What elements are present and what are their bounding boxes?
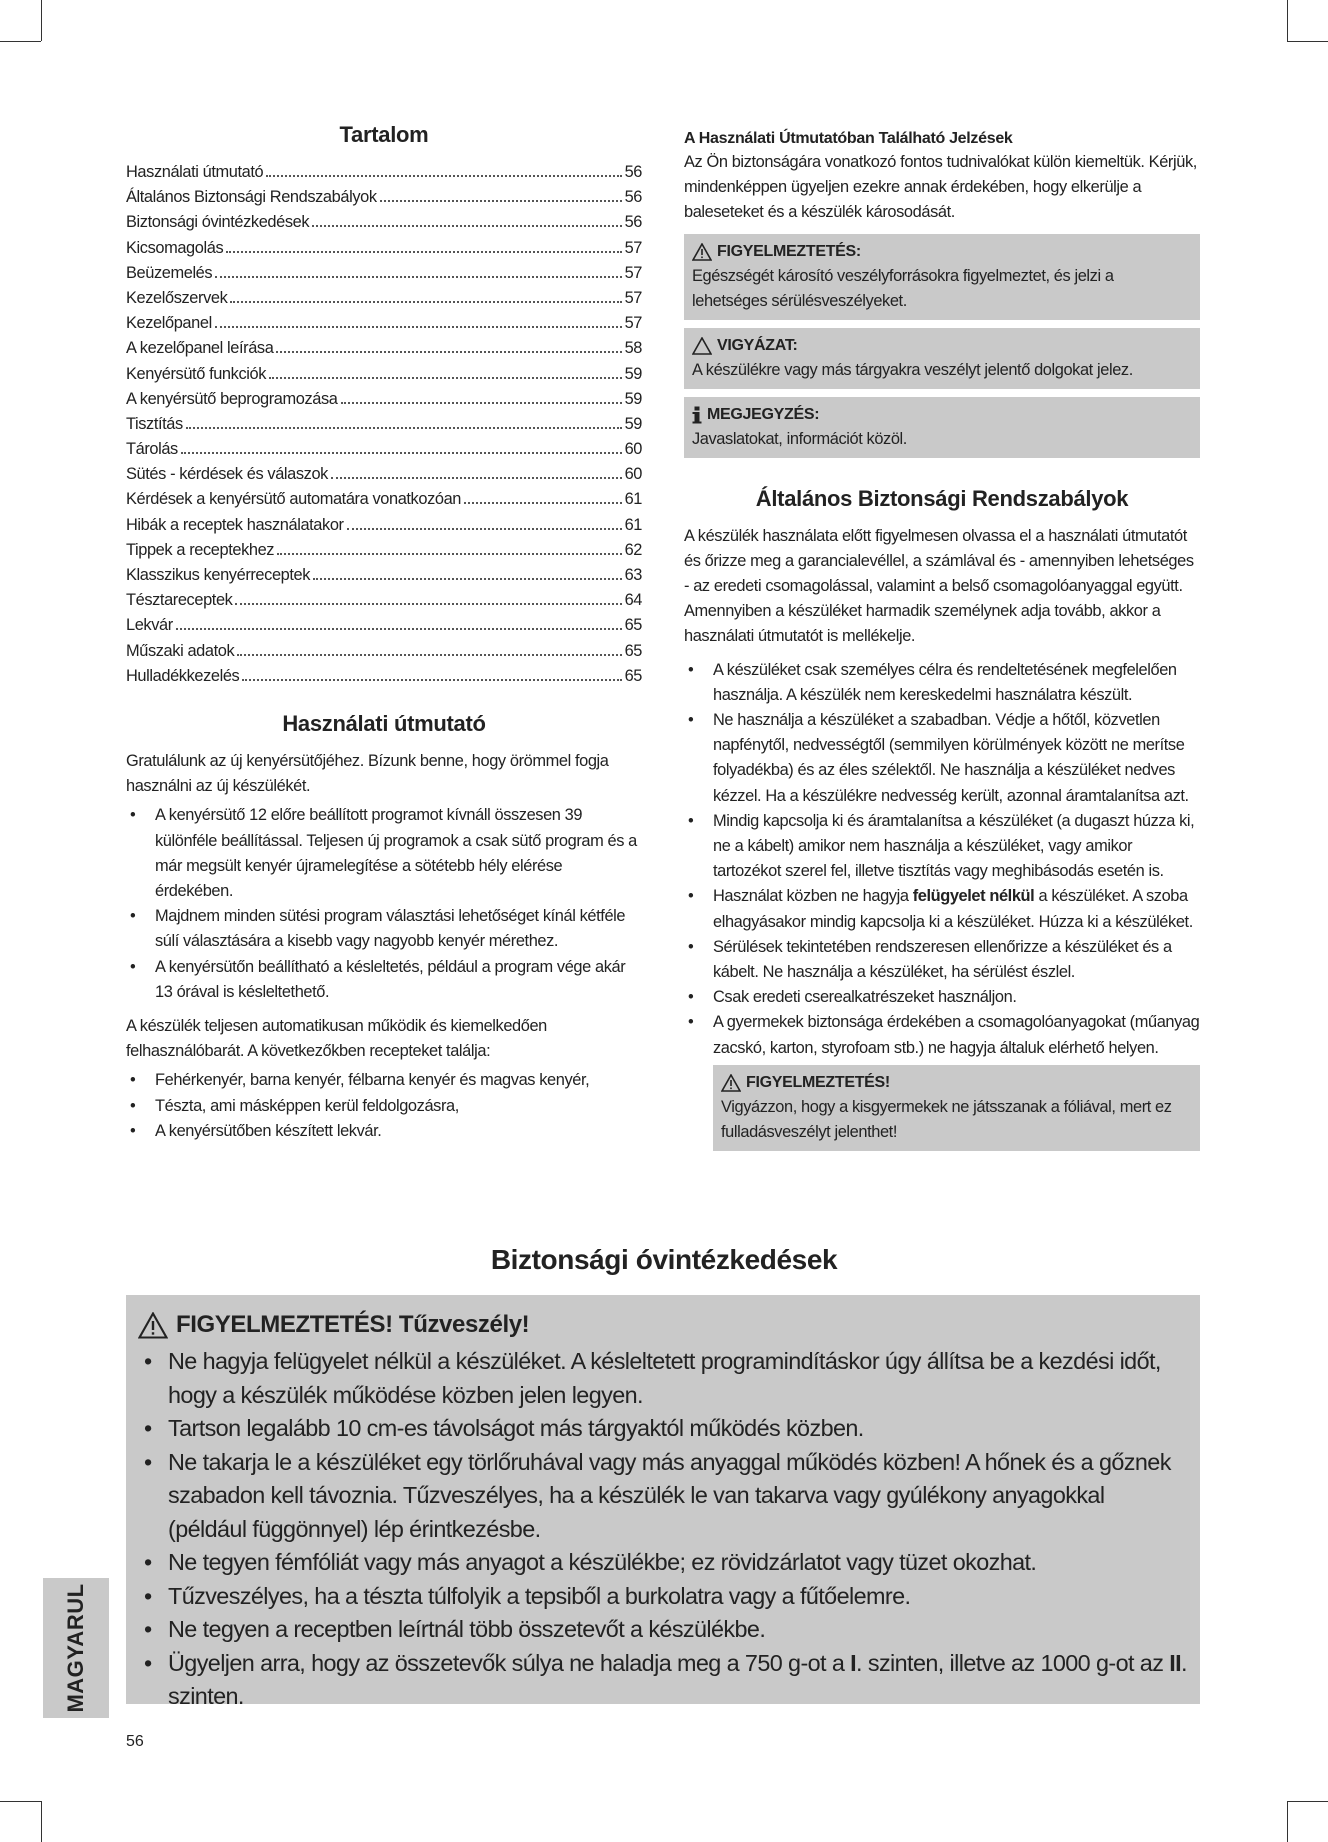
- toc-leader-dots: [215, 276, 621, 278]
- language-label: MAGYARUL: [63, 1583, 88, 1713]
- toc-entry: [126, 336, 642, 361]
- toc-leader-dots: [226, 251, 621, 253]
- fire-warning-title: FIGYELMEZTETÉS! Tűzveszély!: [176, 1311, 530, 1338]
- warning-heading: [692, 240, 1192, 264]
- toc-entry-label: Lekvár: [126, 616, 173, 635]
- crop-mark: [1287, 41, 1328, 42]
- manual-intro: Gratulálunk az új kenyérsütőjéhez. Bízunk benne, hogy örömmel fogja használni az új készülékét.: [126, 751, 609, 796]
- toc-entry: [126, 588, 642, 613]
- list-item: • A készüléket csak személyes célra és rendeltetésének megfelelően használja. A készülék nem kereskedelmi használatra készült.: [684, 658, 1200, 708]
- caution-text: A készülékre vagy más tárgyakra veszélyt jelentő dolgokat jelez.: [692, 360, 1133, 379]
- toc-entry-label: Műszaki adatok: [126, 641, 235, 660]
- list-item: • Sérülések tekintetében rendszeresen ellenőrizze a készüléket és a kábelt. Ne használja a készüléket, ha sérülést észlel.: [684, 935, 1200, 985]
- toc-entry-page: 65: [624, 641, 642, 660]
- child-warning-heading: [721, 1071, 1192, 1095]
- signs-intro: Az Ön biztonságára vonatkozó fontos tudnivalókat külön kiemeltük. Kérjük, mindenképpen ügyeljen ezekre annak érdekében, hogy elkerülje a baleseteket és a készülék károsodását.: [684, 153, 1197, 222]
- general-bullets: [684, 658, 1200, 1061]
- caution-heading: [692, 334, 1192, 358]
- list-item: • Ne hagyja felügyelet nélkül a készüléket. A késleltetett programindításkor úgy állítsa be a kezdési időt, hogy a készülék működése közben jelen legyen.: [138, 1345, 1188, 1412]
- fire-warning-heading: [138, 1305, 1188, 1345]
- toc-entry-page: 56: [624, 188, 642, 207]
- toc-entry: [126, 160, 642, 185]
- toc-entry-page: 57: [624, 314, 642, 333]
- manual-bullets: [126, 803, 642, 1005]
- toc-leader-dots: [277, 553, 621, 555]
- bullet-text: a készüléket. A szoba elhagyásakor mindig kapcsolja ki a készüléket. Húzza ki a készüléket.: [713, 887, 1193, 931]
- toc-leader-dots: [181, 452, 622, 454]
- toc-entry-label: Beüzemelés: [126, 263, 213, 282]
- toc-entry: [126, 210, 642, 235]
- toc-entry-page: 59: [624, 389, 642, 408]
- list-item: • Mindig kapcsolja ki és áramtalanítsa a készüléket (a dugaszt húzza ki, ne a kábelt) amikor nem használja a készüléket, vagy amikor tartozékot szerel fel, illetve tisztítás vagy meghibásodás esetén is.: [684, 809, 1200, 885]
- toc-entry-page: 60: [624, 465, 642, 484]
- toc-entry-label: Tárolás: [126, 440, 178, 459]
- list-item: • Ne takarja le a készüléket egy törlőruhával vagy más anyaggal működés közben! A hőnek és a gőznek szabadon kell távoznia. Tűzveszélyes, ha a készülék le van takarva vagy gyúlékony anyagokkal (például függönnyel) lép érintkezésbe.: [138, 1446, 1188, 1547]
- crop-mark: [41, 0, 42, 41]
- bullet-emphasis: felügyelet nélkül: [912, 887, 1035, 906]
- toc-title: Tartalom: [339, 122, 429, 147]
- toc-entry-page: 65: [624, 666, 642, 685]
- toc-entry: [126, 613, 642, 638]
- warning-title: FIGYELMEZTETÉS:: [717, 242, 861, 260]
- crop-mark: [1287, 1801, 1288, 1842]
- warning-box: [684, 234, 1200, 320]
- toc-entry-page: 56: [624, 213, 642, 232]
- list-item: • A kenyérsütőben készített lekvár.: [126, 1119, 642, 1144]
- level-one: I: [850, 1649, 857, 1676]
- warning-triangle-icon: [692, 243, 712, 261]
- list-item: • A kenyérsütőn beállítható a késleltetés, például a program vége akár 13 órával is késleltethető.: [126, 955, 642, 1005]
- toc-entry: [126, 437, 642, 462]
- list-item: • Majdnem minden sütési program választási lehetőséget kínál kétféle súlí választására a kisebb vagy nagyobb kenyér mérethez.: [126, 904, 642, 954]
- toc-leader-dots: [331, 477, 622, 479]
- list-item: • A kenyérsütő 12 előre beállított programot kívnáll összesen 39 különféle beállítással. Teljesen új programok a csak sütő program és a már megsült kenyér újramelegítése a sötétebb hély elérése érdekében.: [126, 803, 642, 904]
- toc-entry: [126, 513, 642, 538]
- crop-mark: [41, 1801, 42, 1842]
- toc-leader-dots: [242, 679, 621, 681]
- child-warning-title: FIGYELMEZTETÉS!: [746, 1073, 890, 1091]
- toc-entry-label: A kezelőpanel leírása: [126, 339, 274, 358]
- toc-entry: [126, 639, 642, 664]
- note-text: Javaslatokat, információt közöl.: [692, 429, 907, 448]
- toc-entry: [126, 362, 642, 387]
- toc-leader-dots: [269, 377, 622, 379]
- toc-entry: [126, 563, 642, 588]
- toc-entry-label: A kenyérsütő beprogramozása: [126, 389, 338, 408]
- toc-leader-dots: [237, 654, 621, 656]
- crop-mark: [1287, 1801, 1328, 1802]
- toc-leader-dots: [266, 175, 621, 177]
- toc-entry-label: Sütés - kérdések és válaszok: [126, 465, 328, 484]
- toc-entry-label: Kérdések a kenyérsütő automatára vonatkozóan: [126, 490, 462, 509]
- toc-entry-label: Kenyérsütő funkciók: [126, 364, 266, 383]
- toc-entry-page: 64: [624, 591, 642, 610]
- list-item: • Fehérkenyér, barna kenyér, félbarna kenyér és magvas kenyér,: [126, 1068, 642, 1093]
- toc-leader-dots: [341, 402, 622, 404]
- list-item: • Ne tegyen fémfóliát vagy más anyagot a készülékbe; ez rövidzárlatot vagy tüzet okozhat.: [138, 1546, 1188, 1580]
- crop-mark: [0, 41, 41, 42]
- toc-entry-label: Tisztítás: [126, 414, 183, 433]
- note-title: MEGJEGYZÉS:: [707, 405, 820, 423]
- list-item: [684, 884, 1200, 934]
- toc-entry-label: Kezelőpanel: [126, 314, 212, 333]
- caution-box: [684, 328, 1200, 389]
- toc-leader-dots: [276, 351, 621, 353]
- crop-mark: [0, 1801, 41, 1802]
- list-item: • Ne tegyen a receptben leírtnál több összetevőt a készülékbe.: [138, 1613, 1188, 1647]
- crop-mark: [1287, 0, 1288, 41]
- caution-title: VIGYÁZAT:: [717, 336, 798, 354]
- toc-leader-dots: [186, 427, 622, 429]
- manual-title: Használati útmutató: [282, 710, 486, 736]
- toc-entry-label: Tésztareceptek: [126, 591, 233, 610]
- bullet-text: . szinten.: [168, 1649, 1187, 1709]
- note-box: [684, 397, 1200, 458]
- fire-warning-list: [138, 1345, 1188, 1714]
- fire-warning-box: [126, 1295, 1200, 1709]
- signs-title: A Használati Útmutatóban Található Jelzések: [684, 130, 1013, 147]
- toc-entry-page: 63: [624, 566, 642, 584]
- toc-entry: [126, 286, 642, 311]
- bullet-text: . szinten, illetve az 1000 g-ot az: [856, 1649, 1170, 1676]
- list-item: • Tűzveszélyes, ha a tészta túlfolyik a tepsiből a burkolatra vagy a fűtőelemre.: [138, 1580, 1188, 1614]
- list-item: • Csak eredeti cserealkatrészeket használjon.: [684, 985, 1200, 1010]
- child-warning-text: Vigyázzon, hogy a kisgyermekek ne játsszanak a fóliával, mert ez fulladásveszélyt jelenthet!: [721, 1097, 1172, 1141]
- toc-leader-dots: [347, 528, 622, 530]
- precautions-title: Biztonsági óvintézkedések: [490, 1244, 838, 1275]
- page-number: 56: [126, 1733, 144, 1750]
- toc-entry: [126, 538, 642, 563]
- caution-triangle-icon: [692, 337, 712, 355]
- toc-leader-dots: [380, 200, 622, 202]
- right-column: [684, 128, 1200, 1151]
- list-item: [138, 1647, 1188, 1714]
- toc-entry-label: Kezelőszervek: [126, 288, 228, 307]
- toc-leader-dots: [464, 502, 622, 504]
- info-icon: [692, 406, 702, 424]
- recipe-type-list: [126, 1068, 642, 1144]
- toc-entry-page: 60: [624, 440, 642, 459]
- toc-entry: [126, 311, 642, 336]
- general-intro: A készülék használata előtt figyelmesen olvassa el a használati útmutatót és őrizze meg a garancialevéllel, a számlával és - amennyiben lehetséges - az eredeti csomagolással, valamint a belső csomagolóanyaggal együtt. Amennyiben a készüléket harmadik személynek adja tovább, akkor a használati útmutatót is mellékelje.: [684, 526, 1194, 646]
- toc-entry-page: 57: [624, 238, 642, 257]
- toc-leader-dots: [312, 225, 621, 227]
- left-column: [126, 122, 642, 1144]
- toc-entry-label: Tippek a receptekhez: [126, 540, 275, 559]
- toc-entry-page: 59: [624, 364, 642, 383]
- toc-entry: [126, 462, 642, 487]
- list-item: • A gyermekek biztonsága érdekében a csomagolóanyagokat (műanyag zacskó, karton, styrofoam stb.) ne hagyja általuk elérhető helyen.: [684, 1010, 1200, 1060]
- toc-leader-dots: [313, 578, 622, 580]
- toc-entry-page: 57: [624, 288, 642, 307]
- toc-leader-dots: [176, 628, 622, 630]
- toc-entry-label: Hibák a receptek használatakor: [126, 515, 344, 534]
- toc-entry-page: 56: [624, 163, 642, 181]
- toc-entry: [126, 387, 642, 412]
- toc-entry: [126, 487, 642, 512]
- warning-triangle-icon: [721, 1074, 741, 1092]
- toc-leader-dots: [230, 301, 621, 303]
- toc-entry-label: Használati útmutató: [126, 163, 264, 181]
- toc-entry: [126, 261, 642, 286]
- general-title: Általános Biztonsági Rendszabályok: [755, 485, 1129, 511]
- toc-leader-dots: [235, 603, 621, 605]
- toc-entry-page: 61: [624, 490, 642, 509]
- toc-leader-dots: [215, 326, 622, 328]
- bullet-text: Használat közben ne hagyja: [713, 887, 913, 906]
- toc-entry-page: 59: [624, 414, 642, 433]
- toc-entry: [126, 664, 642, 689]
- toc-entry-label: Általános Biztonsági Rendszabályok: [126, 188, 377, 207]
- toc-entry-label: Kicsomagolás: [126, 238, 224, 257]
- toc-entry: [126, 236, 642, 261]
- list-item: • Ne használja a készüléket a szabadban. Védje a hőtől, közvetlen napfénytől, nedvességtől (semmilyen körülmények között ne merítse folyadékba) és az éles szélektől. Ne használja a készüléket nedves kézzel. Ha a készülékre nedvesség került, azonnal áramtalanítsa azt.: [684, 708, 1200, 809]
- toc-list: [126, 160, 642, 689]
- toc-entry: [126, 185, 642, 210]
- toc-entry-label: Biztonsági óvintézkedések: [126, 213, 310, 232]
- warning-triangle-icon: [138, 1312, 168, 1339]
- warning-text: Egészségét károsító veszélyforrásokra figyelmeztet, és jelzi a lehetséges sérülésveszélyeket.: [692, 266, 1114, 310]
- child-warning-box: [713, 1065, 1200, 1151]
- toc-entry: [126, 412, 642, 437]
- manual-paragraph: A készülék teljesen automatikusan működik és kiemelkedően felhasználóbarát. A következőkben recepteket találja:: [126, 1016, 547, 1061]
- list-item: • Tartson legalább 10 cm-es távolságot más tárgyaktól működés közben.: [138, 1412, 1188, 1446]
- level-two: II: [1169, 1649, 1182, 1676]
- toc-entry-page: 62: [624, 540, 642, 559]
- toc-entry-page: 65: [624, 616, 642, 635]
- toc-entry-label: Klasszikus kenyérreceptek: [126, 566, 311, 584]
- toc-entry-page: 58: [624, 339, 642, 358]
- list-item: • Tészta, ami másképpen kerül feldolgozásra,: [126, 1094, 642, 1119]
- note-heading: [692, 403, 1192, 427]
- toc-entry-page: 61: [624, 515, 642, 534]
- bullet-text: Ügyeljen arra, hogy az összetevők súlya ne haladja meg a 750 g-ot a: [168, 1649, 851, 1676]
- toc-entry-label: Hulladékkezelés: [126, 666, 240, 685]
- toc-entry-page: 57: [624, 263, 642, 282]
